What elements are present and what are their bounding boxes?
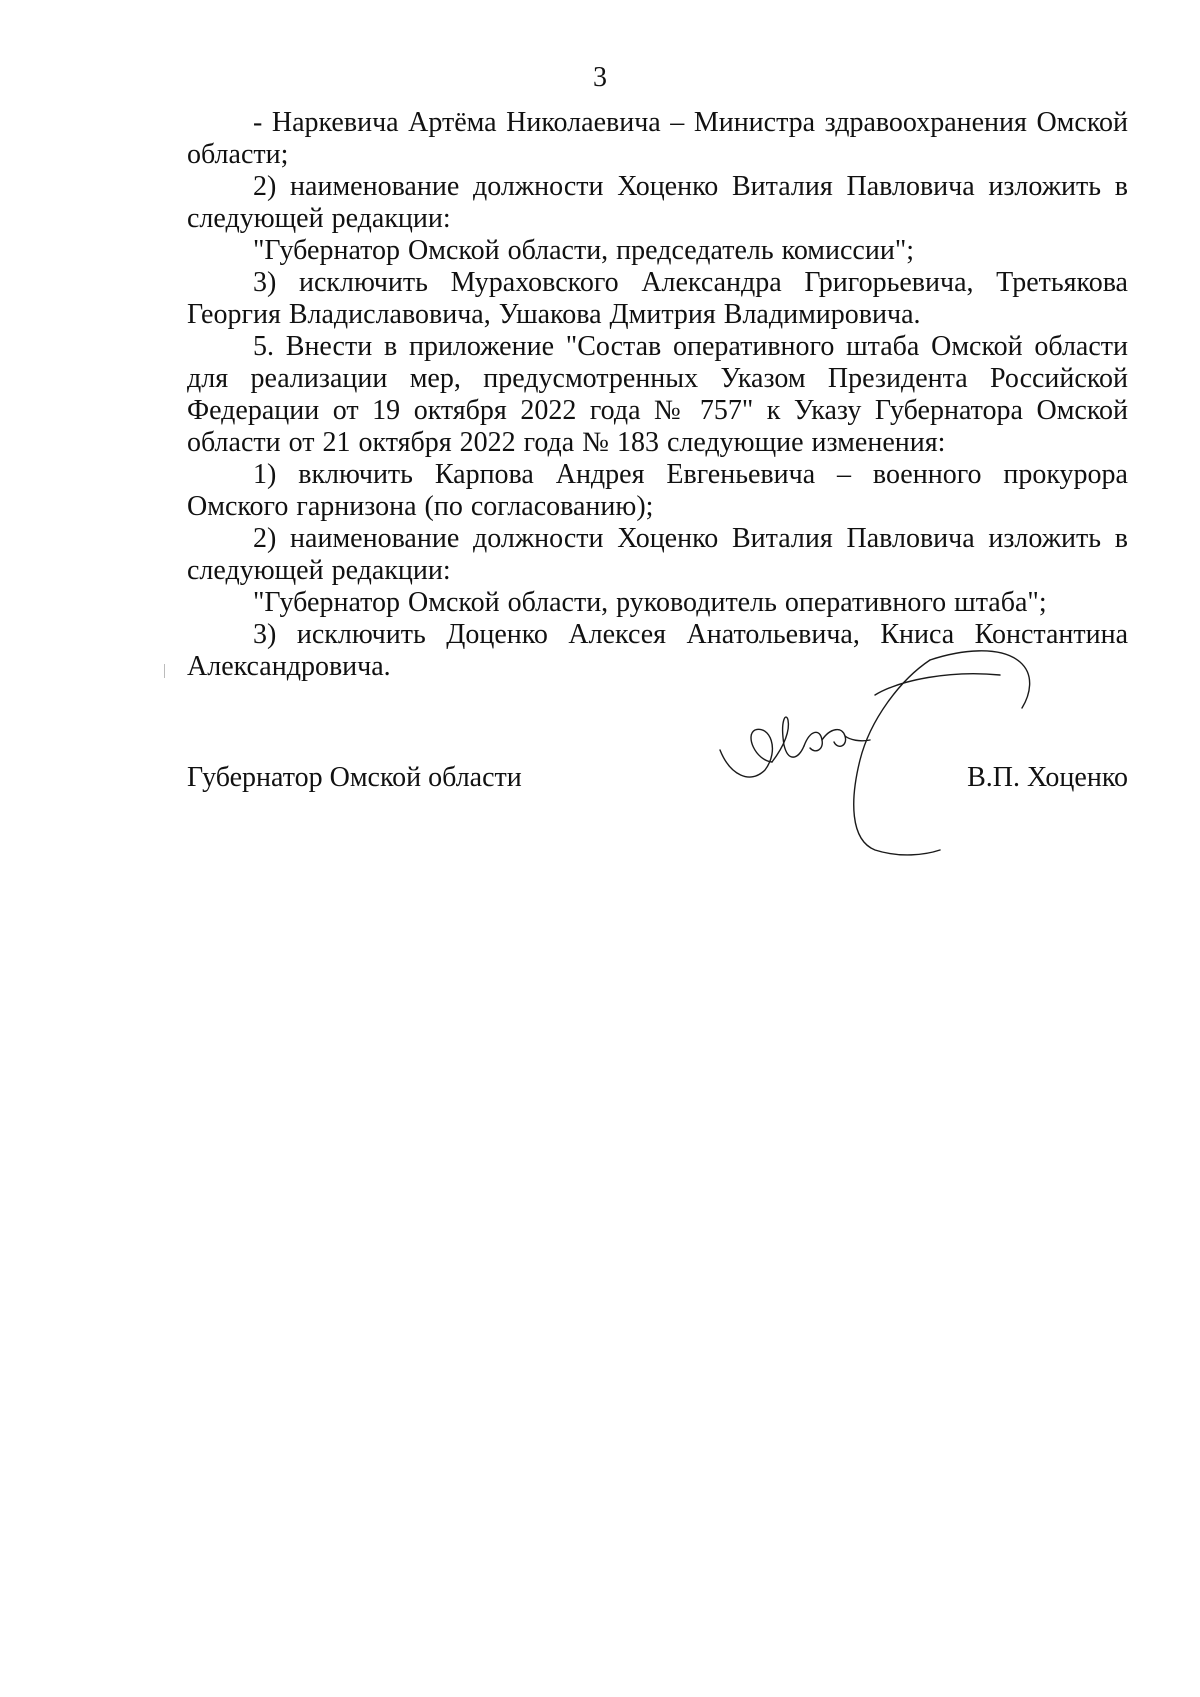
scan-artifact: [164, 664, 165, 678]
signatory-title: Губернатор Омской области: [187, 762, 522, 793]
paragraph-item-2-commission: 2) наименование должности Хоценко Виталия Павловича изложить в следующей редакции:: [187, 171, 1128, 234]
signatory-name: В.П. Хоценко: [967, 762, 1128, 793]
paragraph-quote-commission: "Губернатор Омской области, председатель комиссии";: [253, 235, 915, 266]
document-body: [187, 107, 1128, 683]
paragraph-naркевич: - Наркевича Артёма Николаевича – Министра здравоохранения Омской области;: [187, 107, 1128, 170]
paragraph-item-1-staff: 1) включить Карпова Андрея Евгеньевича – военного прокурора Омского гарнизона (по согласованию);: [187, 459, 1128, 522]
paragraph-item-2-staff: 2) наименование должности Хоценко Виталия Павловича изложить в следующей редакции:: [187, 523, 1128, 586]
paragraph-quote-staff: "Губернатор Омской области, руководитель оперативного штаба";: [253, 587, 1047, 618]
handwritten-signature: [700, 650, 1080, 870]
signature-block: [187, 762, 1128, 802]
page-number: 3: [593, 62, 607, 93]
paragraph-item-3-commission: 3) исключить Мураховского Александра Григорьевича, Третьякова Георгия Владиславовича, Ушакова Дмитрия Владимировича.: [187, 267, 1128, 330]
paragraph-section-5: 5. Внести в приложение "Состав оперативного штаба Омской области для реализации мер, предусмотренных Указом Президента Российской Федерации от 19 октября 2022 года № 757" к Указу Губернатора Омской области от 21 октября 2022 года № 183 следующие изменения:: [187, 331, 1128, 458]
paragraph-item-3-staff: 3) исключить Доценко Алексея Анатольевича, Книса Константина Александровича.: [187, 619, 1128, 682]
